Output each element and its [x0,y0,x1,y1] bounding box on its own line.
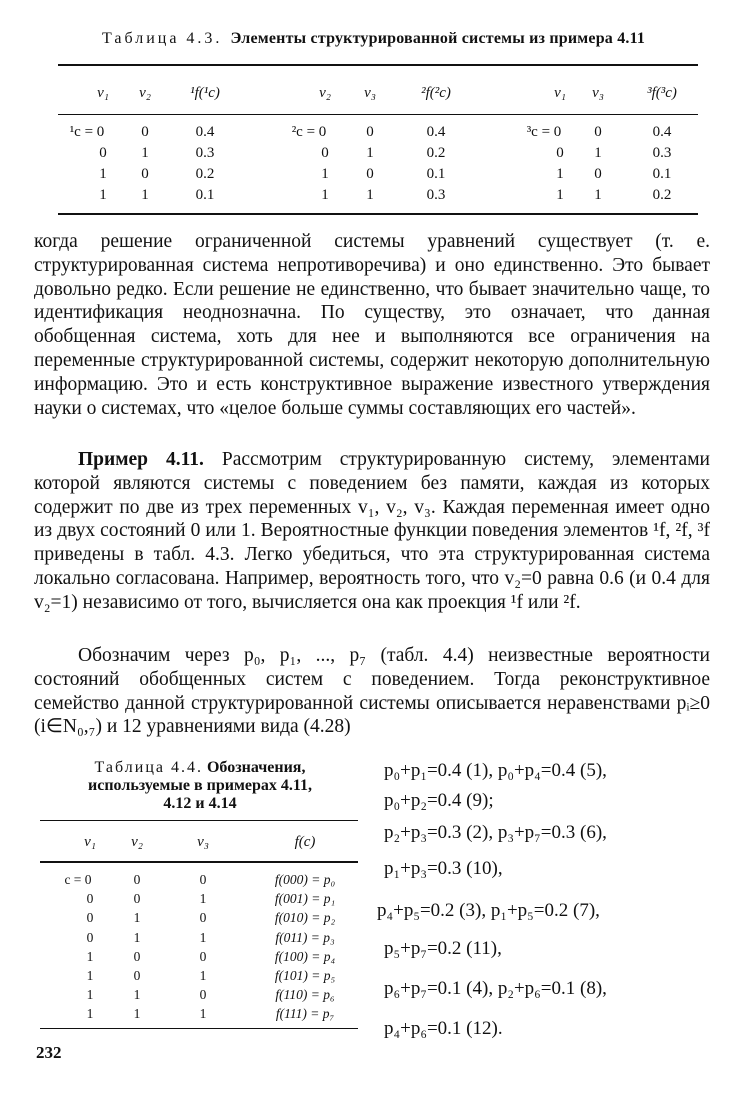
table-4-4-cell-r3-c3: 0 [199,910,207,926]
table-4-3-header-g3-c1: v₁ [554,85,566,101]
table-4-4-cell-r5-c1: 1 [86,948,94,964]
table-4-3-caption-text: Элементы структурированной системы из примера 4.11 [230,30,646,47]
table-4-4-cell-r8-c3: 1 [199,1006,207,1022]
table-4-3-cell-g3-r2-c1: 0 [556,145,564,161]
table-4-3-state-label-g2: ²c = 0 [291,124,327,140]
table-4-4-bottom-rule [40,1028,358,1029]
equation-line-7: p₆+p₇=0.1 (4), p₂+p₆=0.1 (8), [384,978,607,999]
table-4-3-header-g3-c3: ³f(³c) [647,85,677,101]
table-4-3-cell-g1-r3-c1: 1 [99,166,107,182]
table-4-3-state-label-g1: ¹c = 0 [69,124,105,140]
table-4-3-cell-g1-r4-c3: 0.1 [195,187,215,203]
table-4-4-caption-line2: используемые в примерах 4.11, [88,777,312,794]
table-4-3-header-g1-c1: v₁ [97,85,109,101]
table-4-4-cell-r8-c2: 1 [133,1006,141,1022]
table-4-4-cell-r7-c1: 1 [86,987,94,1003]
table-4-4-cell-r6-c1: 1 [86,968,94,983]
table-4-3-caption-label: Таблица 4.3. [102,30,223,47]
table-4-3-cell-g3-r2-c2: 1 [594,145,602,161]
table-4-3-header-rule [58,114,698,115]
paragraph-identification: когда решение ограниченной системы уравнений существует (т. е. структурированная система непротиворечива) и оно единственно. Это бывает довольно редко. Если решение не единственно, что бывает значительно чаще, то идентификация неоднозначна. По существу, это означает, что данная обобщенная система, хоть для нее и выполняются все ограничения на переменные структурированной системы, содержит некоторую дополнительную информацию. Это и есть конструктивное выражение известного утверждения науки о системах, что «целое больше суммы составляющих его частей». [34,231,710,419]
table-4-3-header-g2-c2: v₃ [364,85,376,101]
table-4-3-cell-g2-r3-c3: 0.1 [426,166,446,182]
table-4-3-cell-g2-r4-c2: 1 [366,187,374,203]
example-4-11 [34,448,710,615]
table-4-3-header-g1-c3: ¹f(¹c) [190,85,220,101]
table-4-4-header-c2: v₂ [131,834,143,850]
table-4-4-cell-r4-c4: f(011) = p₃ [275,929,335,945]
table-4-4-top-rule [40,820,358,821]
table-4-4-caption-label: Таблица 4.4. [94,759,203,776]
table-4-3-cell-g1-r2-c3: 0.3 [195,145,215,161]
table-4-3-header-g3-c2: v₃ [592,85,604,101]
table-4-4-cell-r2-c1: 0 [86,891,94,907]
table-4-3-cell-g1-r3-c2: 0 [141,166,149,182]
table-4-3-cell-g1-r4-c2: 1 [141,187,149,203]
table-4-4-cell-r6-c3: 1 [199,968,207,983]
table-4-4-cell-r4-c3: 1 [199,929,207,945]
table-4-4-cell-r8-c4: f(111) = p₇ [275,1006,335,1022]
table-4-3-header-g1-c2: v₂ [139,85,151,101]
table-4-4-caption [40,759,360,813]
table-4-4-cell-r7-c4: f(110) = p₆ [275,987,335,1003]
table-4-3-cell-g3-r4-c3: 0.2 [652,187,672,203]
table-4-3-cell-g3-r3-c2: 0 [594,166,602,182]
table-4-3-cell-g3-r4-c2: 1 [594,187,602,203]
table-4-4-cell-r3-c4: f(010) = p₂ [274,910,336,926]
table-4-4-header-c3: v₃ [197,834,209,850]
table-4-3-caption [102,30,645,48]
table-4-3-header-g2-c3: ²f(²c) [421,85,451,101]
table-4-4-caption-line3: 4.12 и 4.14 [163,795,237,812]
table-4-3-cell-g3-r4-c1: 1 [556,187,564,203]
equation-line-1: p₀+p₁=0.4 (1), p₀+p₄=0.4 (5), [384,760,607,781]
table-4-3-cell-g2-r1-c3: 0.4 [426,124,446,140]
table-4-4-cell-r3-c2: 1 [133,910,141,926]
table-4-3-cell-g3-r1-c2: 0 [594,124,602,140]
table-4-3-cell-g3-r1-c3: 0.4 [652,124,672,140]
example-text: Рассмотрим структурированную систему, элементами которой являются системы с поведением без памяти, каждая из которых содержит по две из трех переменных v₁, v₂, v₃. Каждая переменная имеет одно из двух состояний 0 или 1. Вероятностные функции поведения элементов ¹f, ²f, ³f приведены в табл. 4.3. Легко убедиться, что эта структурированная система локально согласована. Например, вероятность того, что v₂=0 равна 0.6 (и 0.4 для v₂=1) независимо от того, вычисляется она как проекция ¹f или ²f. [34,449,710,613]
table-4-4-cell-r7-c3: 0 [199,987,207,1003]
table-4-4-cell-r1-c3: 0 [199,872,207,887]
table-4-3-cell-g2-r3-c1: 1 [321,166,329,182]
table-4-4-cell-r5-c2: 0 [133,948,141,964]
table-4-3-cell-g1-r2-c2: 1 [141,145,149,161]
equation-line-6: p₅+p₇=0.2 (11), [384,938,502,959]
table-4-3-cell-g1-r2-c1: 0 [99,145,107,161]
table-4-4-header-c1: v₁ [84,834,96,850]
table-4-4-cell-r8-c1: 1 [86,1006,94,1022]
table-4-3-cell-g2-r3-c2: 0 [366,166,374,182]
table-4-4-cell-r3-c1: 0 [86,910,94,926]
table-4-3-cell-g2-r1-c2: 0 [366,124,374,140]
table-4-4-cell-r4-c1: 0 [86,929,94,945]
table-4-3-cell-g2-r2-c3: 0.2 [426,145,446,161]
table-4-4-header-c4: f(c) [294,834,316,850]
table-4-4-caption-line1: Обозначения, [206,759,306,776]
table-4-3-cell-g1-r4-c1: 1 [99,187,107,203]
table-4-3-cell-g2-r2-c2: 1 [366,145,374,161]
table-4-3-header-g2-c1: v₂ [319,85,331,101]
table-4-4-cell-r7-c2: 1 [133,987,141,1003]
example-label: Пример 4.11. [78,449,204,470]
equation-line-3: p₂+p₃=0.3 (2), p₃+p₇=0.3 (6), [384,822,607,843]
table-4-4-cell-r5-c3: 0 [199,948,207,964]
equation-line-4: p₁+p₃=0.3 (10), [384,858,503,879]
table-4-3-cell-g2-r4-c1: 1 [321,187,329,203]
table-4-4-cell-r2-c2: 0 [133,891,141,907]
equation-line-5: p₄+p₅=0.2 (3), p₁+p₅=0.2 (7), [377,900,600,921]
table-4-3-cell-g3-r3-c1: 1 [556,166,564,182]
table-4-4-header-rule [40,861,358,863]
table-4-4-cell-r1-c2: 0 [133,872,141,887]
table-4-4-cell-r1-c1: c = 0 [64,872,92,887]
table-4-4-cell-r6-c4: f(101) = p₅ [274,968,336,983]
table-4-3-bottom-rule [58,213,698,215]
table-4-3-cell-g1-r1-c2: 0 [141,124,149,140]
table-4-4-cell-r6-c2: 0 [133,968,141,983]
equation-line-2: p₀+p₂=0.4 (9); [384,790,494,811]
table-4-4-cell-r5-c4: f(100) = p₄ [274,948,336,964]
table-4-4-cell-r1-c4: f(000) = p₀ [274,872,336,887]
table-4-4-cell-r2-c4: f(001) = p₁ [274,891,336,907]
table-4-3-top-rule [58,64,698,66]
table-4-3-cell-g3-r2-c3: 0.3 [652,145,672,161]
table-4-3-cell-g1-r1-c3: 0.4 [195,124,215,140]
table-4-3-state-label-g3: ³c = 0 [526,124,562,140]
table-4-3-cell-g3-r3-c3: 0.1 [652,166,672,182]
table-4-3-cell-g2-r2-c1: 0 [321,145,329,161]
equation-line-8: p₄+p₆=0.1 (12). [384,1018,503,1039]
paragraph-reconstruction: Обозначим через p₀, p₁, ..., p₇ (табл. 4.4) неизвестные вероятности состояний обобщенных систем с поведением. Тогда реконструктивное семейство данной структурированной системы описывается неравенствами pᵢ≥0 (i∈N₀,₇) и 12 уравнениями вида (4.28) [34,645,710,738]
table-4-4-cell-r4-c2: 1 [133,929,141,945]
table-4-4-cell-r2-c3: 1 [199,891,207,907]
page-number: 232 [36,1043,62,1062]
table-4-3-cell-g1-r3-c3: 0.2 [195,166,215,182]
table-4-3-cell-g2-r4-c3: 0.3 [426,187,446,203]
